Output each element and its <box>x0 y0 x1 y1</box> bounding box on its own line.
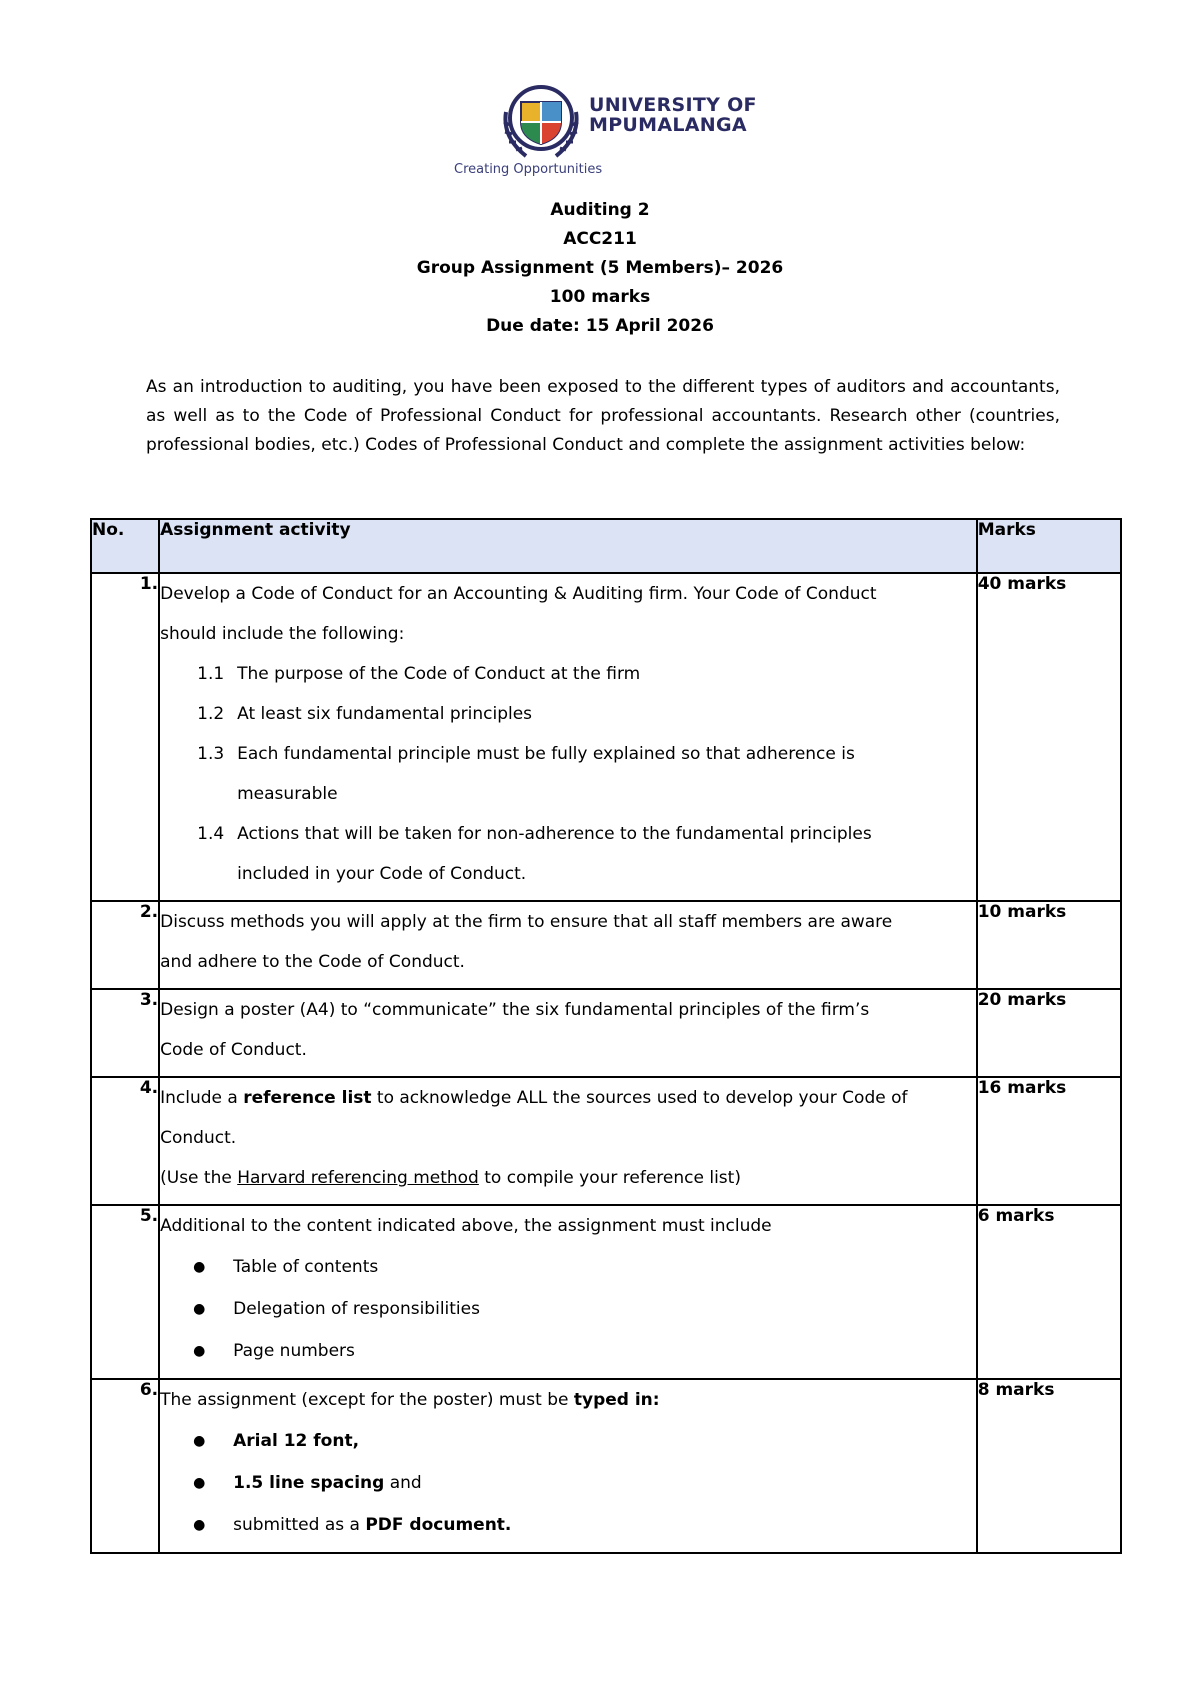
row-marks: 16 marks <box>977 1077 1121 1205</box>
university-name: UNIVERSITY OF MPUMALANGA <box>589 94 757 136</box>
total-marks: 100 marks <box>549 287 651 307</box>
list-item-continued: included in your Code of Conduct. <box>237 864 527 884</box>
list-item: ● Arial 12 font, <box>160 1420 976 1462</box>
list-item-continued: measurable <box>237 784 338 804</box>
row-activity: Design a poster (A4) to “communicate” the six fundamental principles of the firm’s Code of Conduct. <box>159 989 977 1077</box>
crest-icon <box>496 82 586 162</box>
header-activity: Assignment activity <box>159 519 977 573</box>
row-number: 5. <box>91 1205 159 1379</box>
header-marks: Marks <box>977 519 1121 573</box>
row-number: 6. <box>91 1379 159 1553</box>
list-item: 1.2 At least six fundamental principles <box>197 704 533 724</box>
due-date: Due date: 15 April 2026 <box>486 316 714 336</box>
row-marks: 20 marks <box>977 989 1121 1077</box>
assignment-table <box>90 518 1122 1554</box>
row-marks: 8 marks <box>977 1379 1121 1553</box>
row-number: 2. <box>91 901 159 989</box>
table-row <box>91 573 1121 901</box>
list-item: 1.3 Each fundamental principle must be fully explained so that adherence is <box>197 744 855 764</box>
list-item: 1.1 The purpose of the Code of Conduct at the firm <box>197 664 641 684</box>
course-title: Auditing 2 <box>550 200 650 220</box>
row-marks: 6 marks <box>977 1205 1121 1379</box>
bullet-icon: ● <box>193 1475 206 1491</box>
table-row <box>91 989 1121 1077</box>
course-code: ACC211 <box>563 229 637 249</box>
row-activity: Additional to the content indicated above, the assignment must include ● Table of contents ● Delegation of responsibilities ● Page numbers <box>159 1205 977 1379</box>
list-item: ● Delegation of responsibilities <box>160 1288 976 1330</box>
harvard-referencing-link: Harvard referencing method <box>237 1168 479 1188</box>
row-number: 4. <box>91 1077 159 1205</box>
row-activity: Include a reference list to acknowledge ALL the sources used to develop your Code of Conduct. (Use the Harvard referencing method to compile your reference list) <box>159 1077 977 1205</box>
bullet-icon: ● <box>193 1259 206 1275</box>
document-header <box>0 196 1200 341</box>
intro-paragraph: As an introduction to auditing, you have been exposed to the different types of auditors and accountants, as well as to the Code of Professional Conduct for professional accountants. Research other (countries, professional bodies, etc.) Codes of Professional Conduct and complete the assignment activities below: <box>146 377 1060 455</box>
row-number: 3. <box>91 989 159 1077</box>
table-row <box>91 1379 1121 1553</box>
row-activity: Develop a Code of Conduct for an Accounting & Auditing firm. Your Code of Conduct should include the following: 1.1 The purpose of the Code of Conduct at the firm 1.2 At least six fundamental principles 1.3 Each fundamental principle must be fully explained so that adherence is measurable 1.4 Actions that will be taken for non-adherence to the fundamental principles included in your Code of Conduct. <box>159 573 977 901</box>
list-item: ● Page numbers <box>160 1330 976 1378</box>
table-row <box>91 901 1121 989</box>
list-item: ● submitted as a PDF document. <box>160 1504 976 1552</box>
row-activity: Discuss methods you will apply at the firm to ensure that all staff members are aware and adhere to the Code of Conduct. <box>159 901 977 989</box>
university-logo <box>454 82 766 182</box>
list-item: ● 1.5 line spacing and <box>160 1462 976 1504</box>
university-tagline: Creating Opportunities <box>454 162 603 177</box>
table-row <box>91 1205 1121 1379</box>
list-item: 1.4 Actions that will be taken for non-adherence to the fundamental principles <box>197 824 872 844</box>
bullet-icon: ● <box>193 1301 206 1317</box>
row-number: 1. <box>91 573 159 901</box>
header-no: No. <box>91 519 159 573</box>
row-activity: The assignment (except for the poster) must be typed in: ● Arial 12 font, ● 1.5 line spacing and ● submitted as a PDF document. <box>159 1379 977 1553</box>
bullet-icon: ● <box>193 1433 206 1449</box>
table-header-row <box>91 519 1121 573</box>
list-item: ● Table of contents <box>160 1246 976 1288</box>
table-row <box>91 1077 1121 1205</box>
bullet-icon: ● <box>193 1517 206 1533</box>
row-marks: 10 marks <box>977 901 1121 989</box>
assignment-title: Group Assignment (5 Members)– 2026 <box>416 258 784 278</box>
bullet-icon: ● <box>193 1343 206 1359</box>
row-marks: 40 marks <box>977 573 1121 901</box>
